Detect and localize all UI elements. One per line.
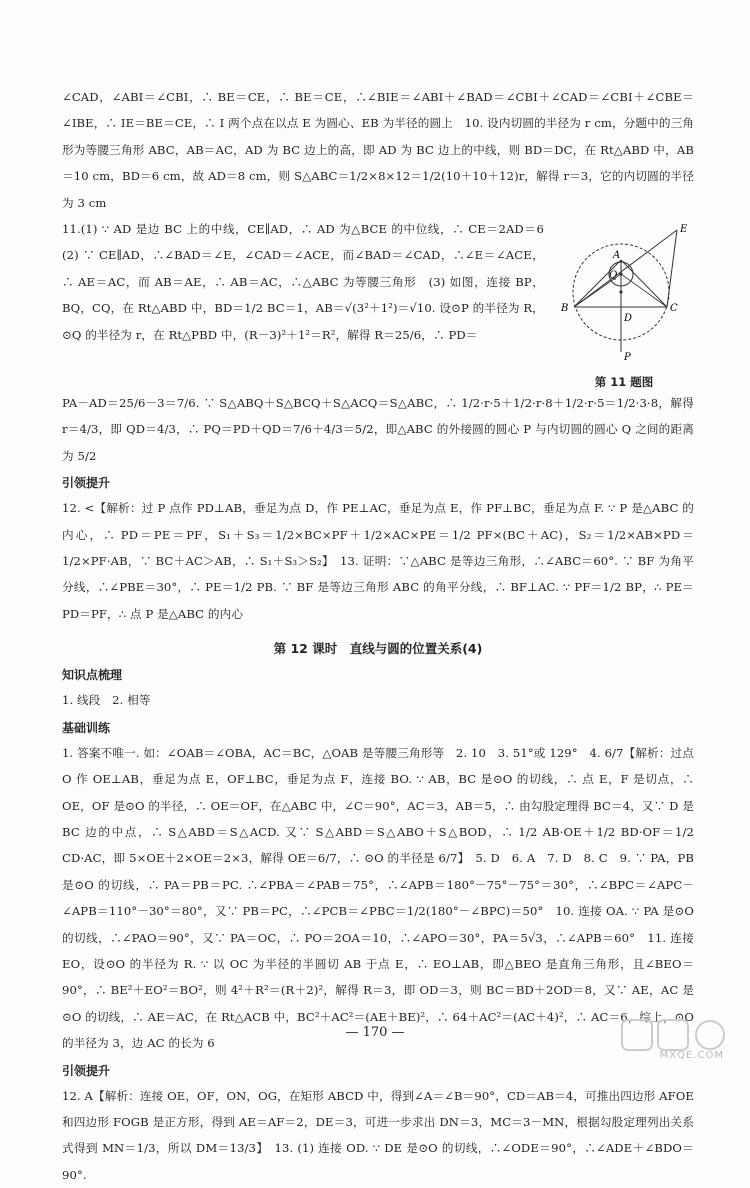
watermark-text: MXQE.COM [659, 1050, 724, 1061]
page-content [62, 84, 694, 1188]
paragraph-q10: ∠CAD，∠ABI＝∠CBI，∴ BE＝CE，∴ BE＝CE，∴∠BIE＝∠ABI＋∠BAD＝∠CBI＋∠CAD＝∠CBI＋∠CBE＝∠IBE，∴ IE＝BE＝CE，∴ I 两个点在以点 E 为圆心、EB 为半径的圆上 10. 设内切圆的半径为 r cm，分题中的三角形为等腰三角形 ABC，AB＝AC，AD 为 BC 边上的高，即 AD 为 BC 边上的中线，则 BD＝DC，在 Rt△ABD 中，AB＝10 cm，BD＝6 cm，故 AD＝8 cm，则 S△ABC＝1/2×8×12＝1/2(10＋10＋12)r，解得 r＝3，它的内切圆的半径为 3 cm [62, 90, 694, 210]
label-B: B [561, 303, 569, 315]
section-heading-advanced-1: 引领提升 [62, 476, 111, 491]
label-D: D [624, 313, 633, 325]
section-heading-advanced-2: 引领提升 [62, 1063, 111, 1078]
geometry-figure [559, 222, 689, 372]
page-number: — 170 — [345, 1025, 405, 1040]
label-C: C [670, 303, 678, 315]
lesson-title: 第 12 课时 直线与圆的位置关系(4) [273, 641, 483, 657]
paragraph-q11: 11.(1) ∵ AD 是边 BC 上的中线，CE∥AD，∴ AD 为△BCE 的中位线，∴ CE＝2AD＝6 (2) ∵ CE∥AD，∴∠BAD＝∠E，∠CAD＝∠ACE，而∠BAD＝∠CAD，∴∠E＝∠ACE，∴ AE＝AC，而 AB＝AE，∴ AB＝AC，∴△ABC 为等腰三角形 (3) 如图，连接 BP，BQ，CQ，在 Rt△ABD 中，BD＝1/2 BC＝1，AB＝√(3²＋1²)＝√10. 设⊙P 的半径为 R，⊙Q 的半径为 r，在 Rt△PBD 中，(R－3)²＋1²＝R²，解得 R＝25/6，∴ PD＝ [62, 222, 556, 342]
paragraph-q12-q13: 12. <【解析：过 P 点作 PD⊥AB，垂足为点 D，作 PE⊥AC，垂足为点 E，作 PF⊥BC，垂足为点 F. ∵ P 是△ABC 的内心，∴ PD＝PE＝PF，S₁＋S₃＝1/2×BC×PF＋1/2×AC×PE＝1/2 PF×(BC＋AC)，S₂＝1/2×AB×PD＝1/2×PF·AB，∵ BC＋AC＞AB，∴ S₁＋S₃＞S₂】 13. 证明：∵△ABC 是等边三角形，∴∠ABC＝60°. ∵ BF 为角平分线，∴∠PBE＝30°，∴ PE＝1/2 PB. ∵ BF 是等边三角形 ABC 的角平分线，∴ BF⊥AC. ∵ PF＝1/2 BP，∴ PE＝PD＝PF，∴ 点 P 是△ABC 的内心 [62, 501, 694, 621]
paragraph-q11-continued: PA－AD＝25/6－3＝7/6. ∵ S△ABQ＋S△BCQ＋S△ACQ＝S△ABC，∴ 1/2·r·5＋1/2·r·8＋1/2·r·5＝1/2·3·8，解得 r＝4/3，即 QD＝4/3，∴ PQ＝PD＋QD＝7/6＋4/3＝5/2，即△ABC 的外接圆的圆心 P 与内切圆的圆心 Q 之间的距离为 5/2 [62, 396, 694, 463]
q11-block [62, 216, 694, 390]
paragraph-basic-training: 1. 答案不唯一. 如：∠OAB＝∠OBA，AC＝BC，△OAB 是等腰三角形等 2. 10 3. 51°或 129° 4. 6/7【解析：过点 O 作 OE⊥AB，垂足为点 E，OF⊥BC，垂足为点 F，连接 BO. ∵ AB，BC 是⊙O 的切线，∴ 点 E，F 是切点，∴ OE，OF 是⊙O 的半径，∴ OE＝OF，在△ABC 中，∠C＝90°，AC＝3，AB＝5，∴ 由勾股定理得 BC＝4，又∵ D 是 BC 边的中点，∴ S△ABD＝S△ACD. 又∵ S△ABD＝S△ABO＋S△BOD，∴ 1/2 AB·OE＋1/2 BD·OF＝1/2 CD·AC，即 5×OE＋2×OE＝2×3，解得 OE＝6/7，∴ ⊙O 的半径是 6/7】 5. D 6. A 7. D 8. C 9. ∵ PA，PB 是⊙O 的切线，∴ PA＝PB＝PC. ∴∠PBA＝∠PAB＝75°，∴∠APB＝180°－75°－75°＝30°，∴∠BPC＝∠APC－∠APB＝110°－30°＝80°，又∵ PB＝PC，∴∠PCB＝∠PBC＝1/2(180°－∠BPC)＝50° 10. 连接 OA. ∵ PA 是⊙O 的切线，∴∠PAO＝90°，又∵ PA＝OC，∴ PO＝2OA＝10，∴∠APO＝30°，PA＝5√3，∴∠APB＝60° 11. 连接 EO，设⊙O 的半径为 R. ∵ 以 OC 为半径的半圆切 AB 于点 E，∴ EO⊥AB，即△BEO 是直角三角形，且∠BEO＝90°，∴ BE²＋EO²＝BO²，则 4²＋R²＝(R＋2)²，解得 R＝3，即 OD＝3，则 BC＝BD＋2OD＝8，又∵ AE，AC 是⊙O 的切线，∴ AE＝AC，在 Rt△ACB 中，BC²＋AC²＝(AE＋BE)²，∴ 64＋AC²＝(AC＋4)²，∴ AC＝6，综上，⊙O 的半径为 3，边 AC 的长为 6 [62, 745, 694, 1051]
figure-caption: 第 11 题图 [594, 375, 654, 390]
section-heading-basic: 基础训练 [62, 720, 111, 735]
label-A: A [613, 250, 621, 262]
section-heading-knowledge: 知识点梳理 [62, 668, 123, 683]
label-P: P [624, 352, 631, 364]
label-Q: Q [609, 270, 618, 282]
paragraph-knowledge: 1. 线段 2. 相等 [62, 693, 151, 708]
paragraph-advanced: 12. A【解析：连接 OE，OF，ON，OG，在矩形 ABCD 中，得到∠A＝∠B＝90°，CD＝AB＝4，可推出四边形 AFOE 和四边形 FOGB 是正方形，得到 AE＝AF＝2，DE＝3，可进一步求出 DN＝3，MC＝3－MN，根据勾股定理列出关系式得到 MN＝1/3，所以 DM＝13/3】 13. (1) 连接 OD. ∵ DE 是⊙O 的切线，∴∠ODE＝90°，∴∠ADE＋∠BDO＝90°. [62, 1088, 694, 1182]
label-E: E [680, 224, 688, 236]
figure-q11 [554, 216, 694, 390]
